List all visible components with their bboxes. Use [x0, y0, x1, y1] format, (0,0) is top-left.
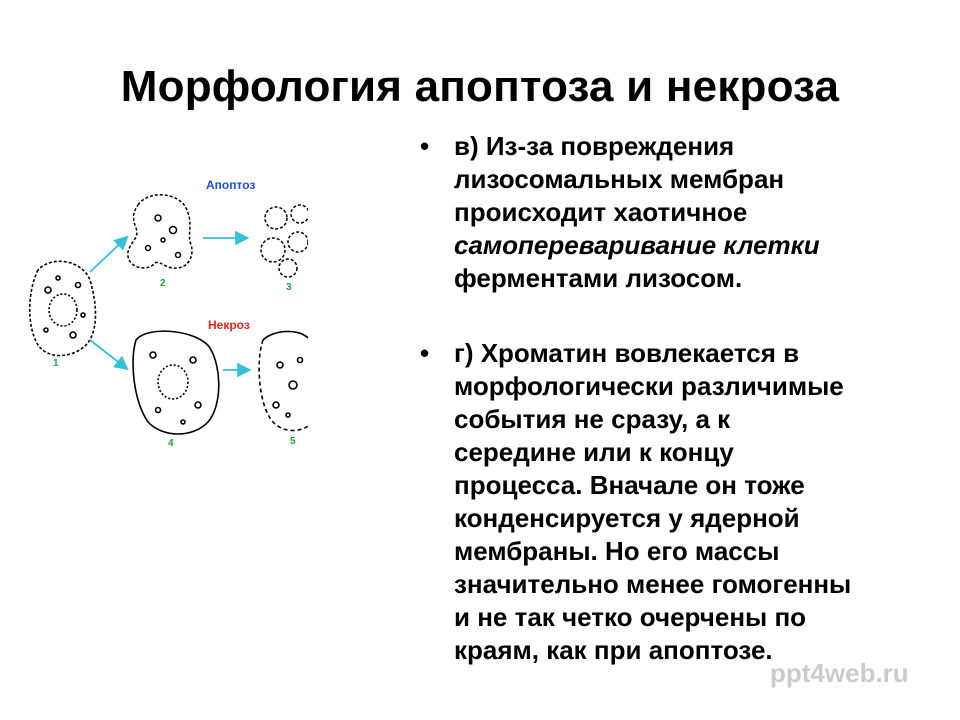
bullet-line: г) Хроматин вовлекается в	[454, 338, 800, 368]
bullet-line: в) Из-за повреждения	[454, 131, 735, 161]
bullet-line: процесса. Вначале он тоже	[454, 470, 805, 500]
label-apoptosis: Апоптоз	[206, 178, 256, 192]
bullet-line: ферментами лизосом.	[454, 263, 743, 293]
cell-2-apoptotic	[128, 195, 192, 268]
cell-drawings	[18, 160, 308, 460]
cell-number-4: 4	[168, 438, 174, 449]
cell-5-necrotic-lysed	[259, 331, 308, 430]
cell-number-5: 5	[290, 436, 296, 447]
watermark: ppt4web.ru	[770, 658, 909, 688]
bullet-marker: •	[420, 338, 430, 368]
bullet-line: лизосомальных мембран	[454, 164, 785, 194]
bullet-item-g	[420, 337, 940, 667]
cell-1-normal	[30, 261, 96, 355]
bullet-line: и не так четко очерчены по	[454, 602, 807, 632]
bullet-line: события не сразу, а к	[454, 404, 731, 434]
bullet-line: значительно менее гомогенны	[454, 569, 852, 599]
slide-title: Морфология апоптоза и некроза	[120, 62, 840, 111]
label-necrosis: Некроз	[208, 318, 250, 332]
bullet-list	[420, 130, 940, 667]
bullet-line: морфологически различимые	[454, 371, 844, 401]
cell-4-necrotic	[133, 331, 219, 434]
cell-number-3: 3	[286, 282, 292, 293]
cell-death-diagram	[18, 160, 308, 460]
cell-number-1: 1	[53, 358, 59, 369]
bullet-item-v	[420, 130, 940, 295]
arrow-1-2	[90, 238, 126, 272]
bullet-line: происходит хаотичное	[454, 197, 748, 227]
cell-number-2: 2	[160, 278, 166, 289]
bullet-marker: •	[420, 131, 430, 161]
bullet-line: мембраны. Но его массы	[454, 536, 780, 566]
arrow-1-4	[90, 340, 126, 368]
arrows	[90, 238, 248, 370]
bullet-line: краям, как при апоптозе.	[454, 635, 773, 665]
bullet-line: конденсируется у ядерной	[454, 503, 800, 533]
cell-3-apoptotic-bodies	[261, 205, 308, 277]
bullet-line: середине или к концу	[454, 437, 734, 467]
bullet-line-italic: самопереваривание клетки	[454, 230, 820, 260]
